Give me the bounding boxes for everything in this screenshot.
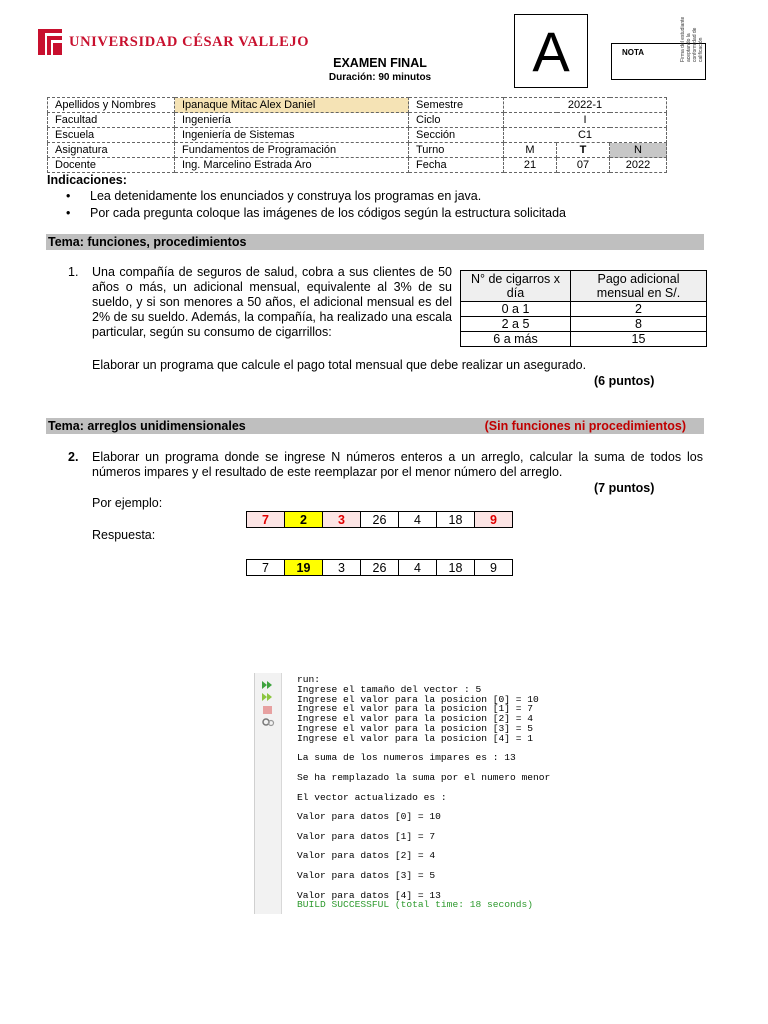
table-header: N° de cigarros x día bbox=[461, 271, 571, 302]
table-row bbox=[247, 560, 513, 576]
date-day: 21 bbox=[504, 158, 557, 173]
array-cell: 7 bbox=[247, 560, 285, 576]
rerun-icon[interactable] bbox=[261, 689, 275, 699]
turno-t: T bbox=[557, 143, 610, 158]
array-cell: 18 bbox=[437, 560, 475, 576]
table-cell: 6 a más bbox=[461, 332, 571, 347]
example-label: Por ejemplo: bbox=[92, 496, 163, 510]
console-text bbox=[297, 675, 550, 910]
date-month: 07 bbox=[557, 158, 610, 173]
indicaciones-list bbox=[66, 188, 566, 222]
array-cell: 9 bbox=[475, 560, 513, 576]
question-1-text: Una compañía de seguros de salud, cobra a sus clientes de 50 años o más, un adicional mensual, equivalente al 3% de su sueldo, y si son menores a 50 años, el adicional mensual es del 2% de su sueldo. Además, la compañía, ha realizado una escala particular, según su consumo de cigarrillos: bbox=[92, 265, 452, 339]
tema-2-note: (Sin funciones ni procedimientos) bbox=[484, 419, 686, 433]
ucv-logo-icon bbox=[37, 27, 63, 57]
table-row bbox=[461, 332, 707, 347]
question-2-number: 2. bbox=[68, 450, 79, 464]
info-value: Ingeniería bbox=[175, 113, 409, 128]
answer-label: Respuesta: bbox=[92, 528, 156, 542]
list-item: • Lea detenidamente los enunciados y construya los programas en java. bbox=[66, 188, 566, 205]
table-header: Pago adicional mensual en S/. bbox=[571, 271, 707, 302]
example-array bbox=[246, 511, 513, 528]
university-logo bbox=[37, 27, 309, 57]
settings-icon[interactable] bbox=[261, 714, 275, 724]
indicaciones-title: Indicaciones: bbox=[47, 173, 127, 187]
question-2-points: (7 puntos) bbox=[594, 481, 655, 495]
array-cell: 4 bbox=[399, 512, 437, 528]
info-label: Asignatura bbox=[48, 143, 175, 158]
array-cell: 18 bbox=[437, 512, 475, 528]
exam-duration: Duración: 90 minutos bbox=[328, 72, 432, 83]
table-row bbox=[48, 128, 667, 143]
info-label: Turno bbox=[409, 143, 504, 158]
turno-m: M bbox=[504, 143, 557, 158]
university-name: UNIVERSIDAD CÉSAR VALLEJO bbox=[69, 33, 310, 50]
signature-note: Firma del estudiante aceptando la conformidad de calificación bbox=[680, 16, 704, 62]
table-row bbox=[48, 143, 667, 158]
array-cell: 3 bbox=[323, 512, 361, 528]
info-value: Ing. Marcelino Estrada Aro bbox=[175, 158, 409, 173]
table-cell: 15 bbox=[571, 332, 707, 347]
info-label: Fecha bbox=[409, 158, 504, 173]
answer-array bbox=[246, 559, 513, 576]
info-label: Facultad bbox=[48, 113, 175, 128]
info-label: Ciclo bbox=[409, 113, 504, 128]
question-1-points: (6 puntos) bbox=[594, 374, 655, 388]
info-label: Sección bbox=[409, 128, 504, 143]
table-row bbox=[461, 317, 707, 332]
array-cell: 9 bbox=[475, 512, 513, 528]
array-cell: 26 bbox=[361, 512, 399, 528]
tema-2-bar bbox=[46, 418, 704, 434]
tema-2-label: Tema: arreglos unidimensionales bbox=[48, 419, 246, 433]
question-2-text: Elaborar un programa donde se ingrese N números enteros a un arreglo, calcular la suma de todos los números impares y el resultado de este reemplazar por el menor número del arreglo. bbox=[92, 450, 703, 479]
info-value: Ingeniería de Sistemas bbox=[175, 128, 409, 143]
run-icon[interactable] bbox=[261, 677, 275, 687]
table-row bbox=[247, 512, 513, 528]
info-label: Docente bbox=[48, 158, 175, 173]
nota-label: NOTA bbox=[622, 48, 645, 57]
cigarettes-table bbox=[460, 270, 707, 347]
array-cell: 3 bbox=[323, 560, 361, 576]
array-cell: 26 bbox=[361, 560, 399, 576]
table-cell: 0 a 1 bbox=[461, 302, 571, 317]
info-value: 2022-1 bbox=[504, 98, 667, 113]
turno-n: N bbox=[610, 143, 667, 158]
date-year: 2022 bbox=[610, 158, 667, 173]
array-cell: 19 bbox=[285, 560, 323, 576]
array-cell: 4 bbox=[399, 560, 437, 576]
info-label: Apellidos y Nombres bbox=[48, 98, 175, 113]
array-cell: 7 bbox=[247, 512, 285, 528]
table-cell: 8 bbox=[571, 317, 707, 332]
question-1-number: 1. bbox=[68, 265, 79, 279]
tema-1-bar bbox=[46, 234, 704, 250]
question-1-task: Elaborar un programa que calcule el pago total mensual que debe realizar un asegurado. bbox=[92, 358, 587, 372]
table-row bbox=[48, 98, 667, 113]
info-label: Semestre bbox=[409, 98, 504, 113]
info-label: Escuela bbox=[48, 128, 175, 143]
stop-icon[interactable] bbox=[261, 702, 275, 712]
console-lines: run: Ingrese el tamaño del vector : 5 Ingrese el valor para la posicion [0] = 10 Ingrese el valor para la posicion [1] = 7 Ingrese el valor para la posicion [2] = 4 Ingrese el valor para la posicion [3] = 5 Ingrese el valor para la posicion [4] = 1 La suma de los numeros impares es : 13 Se ha remplazado la suma por el numero menor El vector actualizado es : Valor para datos [0] = 10 Valor para datos [1] = 7 Valor para datos [2] = 4 Valor para datos [3] = 5 Valor para datos [4] = 13 bbox=[297, 674, 551, 901]
table-row bbox=[461, 302, 707, 317]
list-item: • Por cada pregunta coloque las imágenes de los códigos según la estructura solicitada bbox=[66, 205, 566, 222]
grade-letter: A bbox=[514, 14, 588, 88]
build-status: BUILD SUCCESSFUL (total time: 18 seconds) bbox=[297, 899, 534, 911]
table-cell: 2 a 5 bbox=[461, 317, 571, 332]
tema-1-label: Tema: funciones, procedimientos bbox=[48, 235, 247, 249]
console-toolbar bbox=[255, 673, 282, 914]
console-output-panel bbox=[254, 673, 705, 914]
info-value: Fundamentos de Programación bbox=[175, 143, 409, 158]
info-value: I bbox=[504, 113, 667, 128]
student-info-table bbox=[47, 97, 667, 173]
array-cell: 2 bbox=[285, 512, 323, 528]
table-cell: 2 bbox=[571, 302, 707, 317]
table-row bbox=[461, 271, 707, 302]
student-name: Ipanaque Mitac Alex Daniel bbox=[175, 98, 409, 113]
table-row bbox=[48, 113, 667, 128]
table-row bbox=[48, 158, 667, 173]
info-value: C1 bbox=[504, 128, 667, 143]
exam-title: EXAMEN FINAL bbox=[333, 56, 427, 70]
